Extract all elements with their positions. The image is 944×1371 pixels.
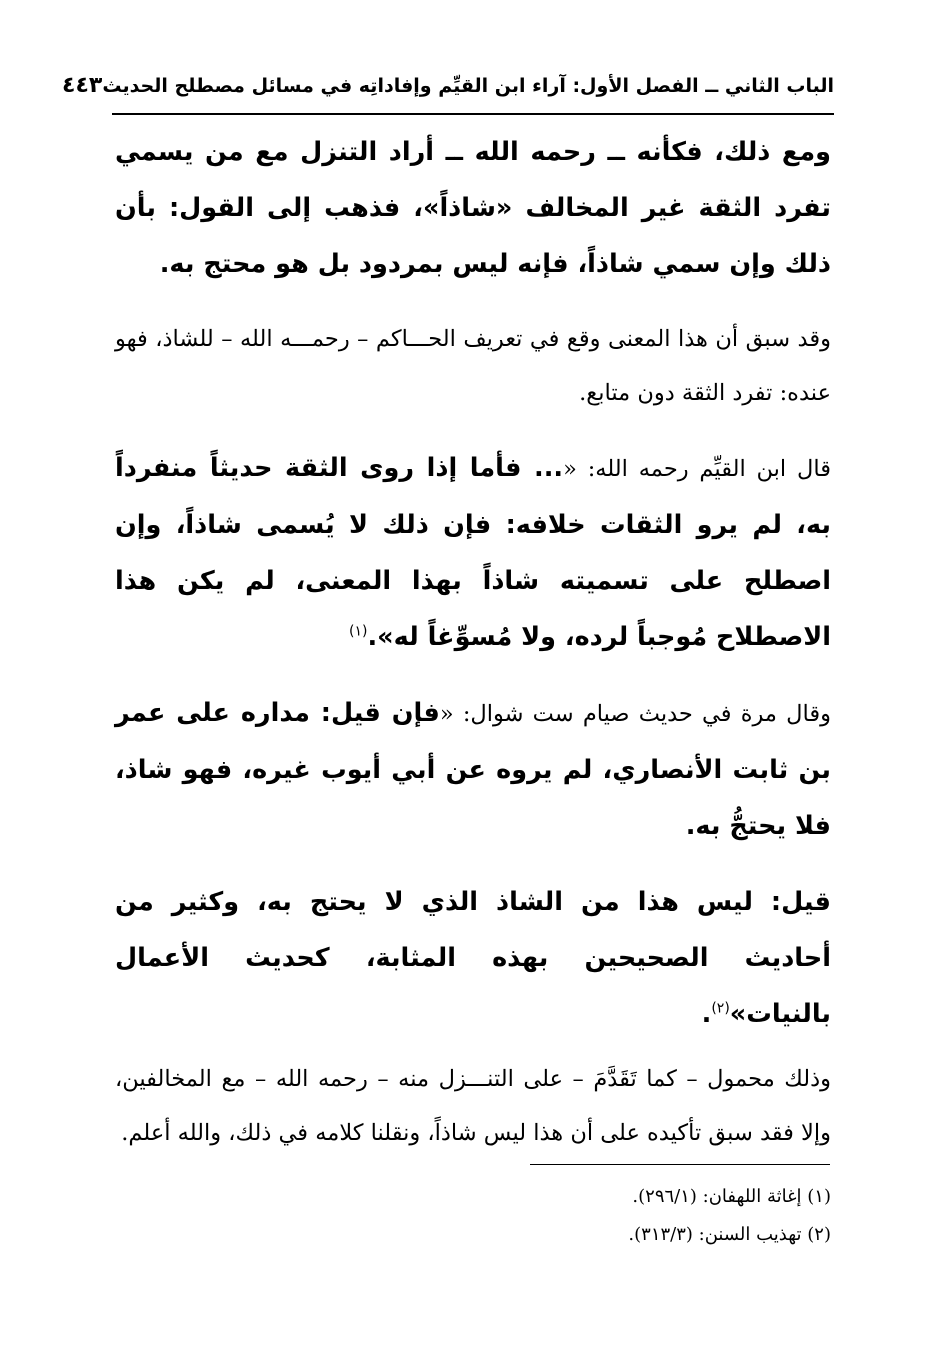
sentence-end: . <box>701 999 712 1029</box>
footnote-ref-2: (٢) <box>711 1000 730 1017</box>
quote-intro: قال ابن القيِّم رحمه الله: « <box>563 456 831 482</box>
paragraph-6 <box>115 1052 831 1160</box>
paragraph-2 <box>115 312 831 420</box>
footnotes <box>115 1178 831 1254</box>
paragraph-1 <box>115 124 831 292</box>
quote-text: فإن قيل: مداره على عمر بن ثابت الأنصاري، لم يروه عن أبي أيوب غيره، فهو شاذ، فلا يحتجُّ به. <box>115 698 831 841</box>
quote-text: ... فأما إذا روى الثقة حديثاً منفرداً به، لم يرو الثقات خلافه: فإن ذلك لا يُسمى شاذاً، وإن اصطلح على تسميته شاذاً بهذا المعنى، لم يكن هذا الاصطلاح مُوجباً لرده، ولا مُسوِّغاً له». <box>115 453 831 652</box>
paragraph-1-text: ومع ذلك، فكأنه ــ رحمه الله ــ أراد التنزل مع من يسمي تفرد الثقة غير المخالف «شاذاً»، فذهب إلى القول: بأن ذلك وإن سمي شاذاً، فإنه ليس بمردود بل هو محتج به. <box>115 137 831 279</box>
header-divider <box>112 113 834 115</box>
running-header <box>62 72 834 100</box>
paragraph-5 <box>115 874 831 1042</box>
footnote-divider <box>530 1164 830 1165</box>
paragraph-6-text: وذلك محمول – كما تَقَدَّمَ – على التنـــزل منه – رحمه الله – مع المخالفين، وإلا فقد سبق تأكيده على أن هذا ليس شاذاً، ونقلنا كلامه في ذلك، والله أعلم. <box>115 1066 831 1146</box>
paragraph-2-text: وقد سبق أن هذا المعنى وقع في تعريف الحـــاكم – رحمـــه الله – للشاذ، فهو عنده: تفرد الثقة دون متابع. <box>115 326 831 406</box>
footnote-ref-1: (١) <box>349 623 368 640</box>
chapter-title: الباب الثاني ــ الفصل الأول: آراء ابن القيِّم وإفاداتِه في مسائل مصطلح الحديث <box>102 75 834 97</box>
footnote-2: (٢) تهذيب السنن: (٣١٣/٣). <box>628 1224 831 1245</box>
paragraph-4 <box>115 685 831 854</box>
page-number: ٤٤٣ <box>62 73 103 98</box>
quote-intro: وقال مرة في حديث صيام ست شوال: « <box>439 701 832 727</box>
page-body <box>115 124 831 1160</box>
quote-text: قيل: ليس هذا من الشاذ الذي لا يحتج به، وكثير من أحاديث الصحيحين بهذه المثابة، كحديث الأعمال بالنيات» <box>115 887 831 1029</box>
paragraph-3 <box>115 440 831 665</box>
footnote-1: (١) إغاثة اللهفان: (٢٩٦/١). <box>632 1186 831 1207</box>
